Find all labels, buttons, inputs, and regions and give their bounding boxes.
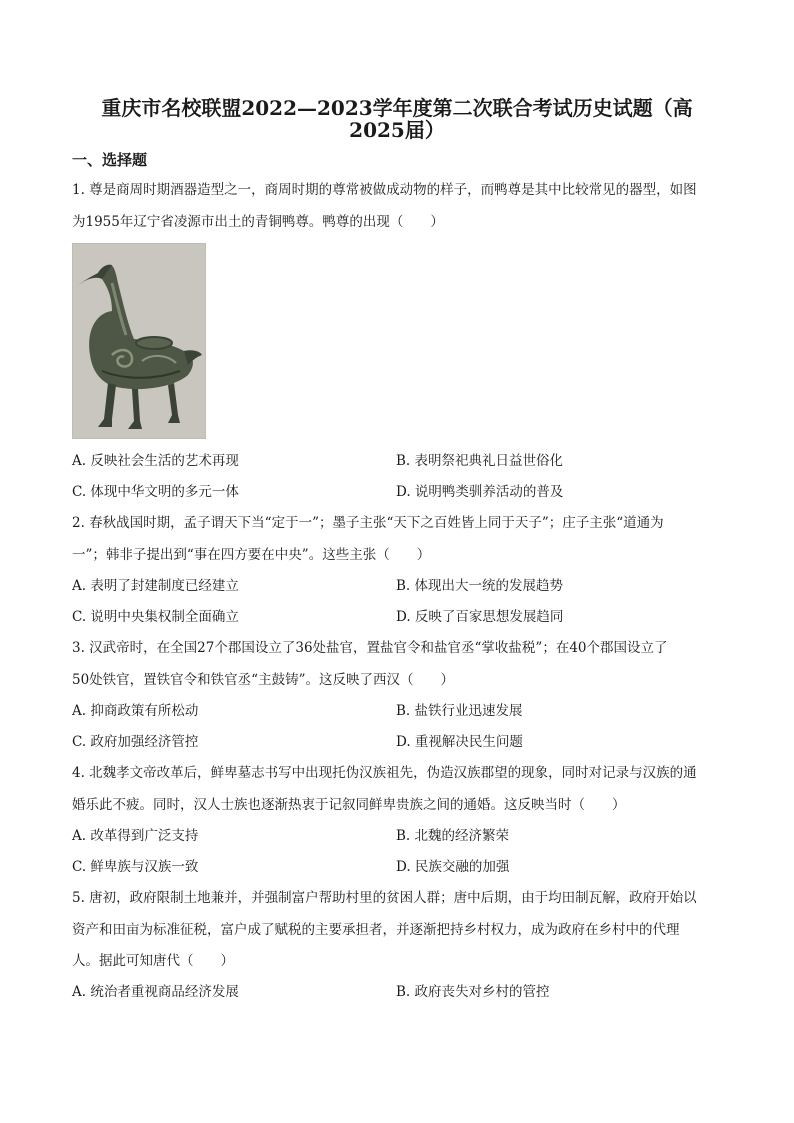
q2-option-c: C. 说明中央集权制全面确立 [72, 609, 239, 625]
q5-text-line-3: 人。据此可知唐代（ ） [72, 953, 234, 969]
q3-option-c: C. 政府加强经济管控 [72, 734, 199, 750]
q3-option-b: B. 盐铁行业迅速发展 [396, 703, 523, 719]
q5-text-line-2: 资产和田亩为标准征税，富户成了赋税的主要承担者，并逐渐把持乡村权力，成为政府在乡村中的代理 [72, 922, 680, 938]
q3-text-line-1: 3. 汉武帝时，在全国27个郡国设立了36处盐官，置盐官令和盐官丞“掌收盐税”；在40个郡国设立了 [72, 640, 668, 656]
q5-text-line-1: 5. 唐初，政府限制土地兼并，并强制富户帮助村里的贫困人群；唐中后期，由于均田制瓦解，政府开始以 [72, 890, 697, 906]
q3-option-d: D. 重视解决民生问题 [396, 734, 523, 750]
q2-option-d: D. 反映了百家思想发展趋同 [396, 609, 564, 625]
bronze-duck-zun-photo [72, 243, 206, 439]
q5-option-b: B. 政府丧失对乡村的管控 [396, 984, 550, 1000]
q4-text-line-2: 婚乐此不疲。同时，汉人士族也逐渐热衷于记叙同鲜卑贵族之间的通婚。这反映当时（ ） [72, 797, 626, 813]
q3-option-a: A. 抑商政策有所松动 [72, 703, 199, 719]
q1-option-b: B. 表明祭祀典礼日益世俗化 [396, 453, 564, 469]
q1-text-line-2: 为1955年辽宁省凌源市出土的青铜鸭尊。鸭尊的出现（ ） [72, 214, 444, 230]
q2-option-a: A. 表明了封建制度已经建立 [72, 578, 239, 594]
q1-option-d: D. 说明鸭类驯养活动的普及 [396, 484, 564, 500]
q5-option-a: A. 统治者重视商品经济发展 [72, 984, 239, 1000]
section-heading: 一、选择题 [72, 151, 148, 169]
q4-option-b: B. 北魏的经济繁荣 [396, 828, 510, 844]
vessel-mouth [136, 337, 172, 349]
q1-option-a: A. 反映社会生活的艺术再现 [72, 453, 239, 469]
q4-option-c: C. 鲜卑族与汉族一致 [72, 859, 199, 875]
q2-text-line-2: 一”；韩非子提出到“事在四方要在中央”。这些主张（ ） [72, 547, 431, 563]
q4-option-a: A. 改革得到广泛支持 [72, 828, 199, 844]
q3-text-line-2: 50处铁官，置铁官令和铁官丞“主鼓铸”。这反映了西汉（ ） [72, 672, 454, 688]
q1-text-line-1: 1. 尊是商周时期酒器造型之一，商周时期的尊常被做成动物的样子，而鸭尊是其中比较常见的器型，如图 [72, 182, 697, 198]
q2-option-b: B. 体现出大一统的发展趋势 [396, 578, 564, 594]
exam-title-line-2: 2025届） [349, 118, 445, 142]
q2-text-line-1: 2. 春秋战国时期，孟子谓天下当“定于一”；墨子主张“天下之百姓皆上同于天子”；庄子主张“道通为 [72, 515, 664, 531]
q4-option-d: D. 民族交融的加强 [396, 859, 510, 875]
q1-option-c: C. 体现中华文明的多元一体 [72, 484, 239, 500]
q4-text-line-1: 4. 北魏孝文帝改革后，鲜卑墓志书写中出现托伪汉族祖先，伪造汉族郡望的现象，同时对记录与汉族的通 [72, 765, 697, 781]
exam-title-line-1: 重庆市名校联盟2022—2023学年度第二次联合考试历史试题（高 [101, 96, 693, 120]
